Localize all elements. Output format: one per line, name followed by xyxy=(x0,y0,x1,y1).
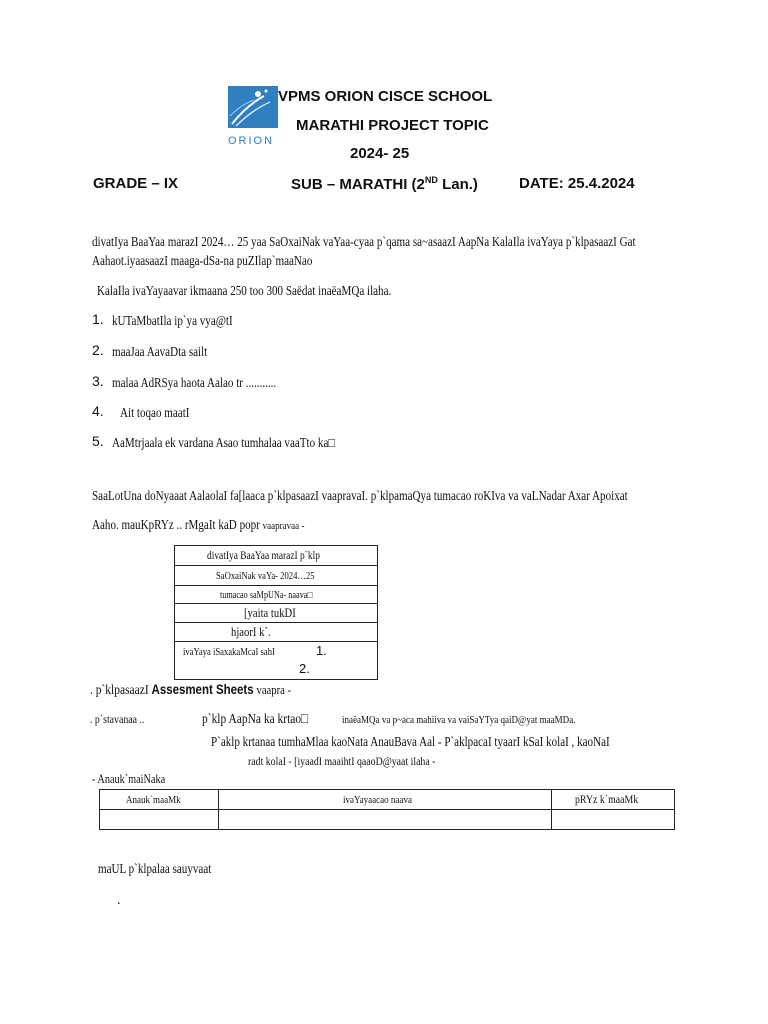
list-item: 5. AaMtrjaala ek vardana Asao tumhalaa vaaTto ka□ xyxy=(92,433,336,450)
column-header: ivaYayaacao naava xyxy=(219,790,552,810)
paragraph-line-2: Aaho. mauKpRYz .. rMgaIt kaD popr vaapravaa - xyxy=(92,517,305,532)
assessment-line: . p`klpasaazI Assesment Sheets vaapra - xyxy=(90,681,292,698)
cover-info-table xyxy=(174,545,378,680)
instruction-line-2: P`aklp krtanaa tumhaMlaa kaoNata AnauBava Aal - P`aklpacaI tyaarI kSaI kolaI , kaoNaI xyxy=(211,734,610,749)
list-item: 1. kUTaMbatIla ip`ya vya@tI xyxy=(92,311,233,328)
school-name: VPMS ORION CISCE SCHOOL xyxy=(278,88,493,105)
instruction-line-3: radt kolaI - [iyaadI maaihtI qaaoD@yaat ilaha - xyxy=(248,754,436,768)
intro-line-1: divatIya BaaYaa marazI 2024… 25 yaa SaOxaiNak vaYaa-cyaa p`qama sa~asaazI AapNa KalaIla ivaYaya p`klpasaazI Gat xyxy=(92,234,636,249)
table-header-row xyxy=(100,790,675,810)
date-label: DATE: 25.4.2024 xyxy=(519,175,635,192)
subject-label: SUB – MARATHI (2ND Lan.) xyxy=(291,175,478,193)
table-row xyxy=(100,810,675,830)
intro-line-3: KalaIla ivaYayaavar ikmaana 250 too 300 Saëdat inaëaMQa ilaha. xyxy=(97,283,392,298)
footer-line: maUL p`klpalaa sauyvaat xyxy=(98,861,212,876)
list-item: 2. maaJaa AavaDta sailt xyxy=(92,342,208,359)
topic-list xyxy=(92,311,336,463)
table-row: ivaYaya iSaxakaMcaI sahI 1. 2. xyxy=(175,642,378,680)
table-row: SaOxaiNak vaYa- 2024…25 xyxy=(175,566,378,586)
instruction-line-1-c: inaëaMQa va p~aca mahiiva va vaiSaYTya qaiD@yat maaMDa. xyxy=(342,714,576,726)
column-header: Anauk`maaMk xyxy=(100,790,219,810)
table-row: [yaita tukDI xyxy=(175,604,378,623)
table-row: divatIya BaaYaa marazI p`klp xyxy=(175,546,378,566)
intro-line-2: Aahaot.iyaasaazI maaga-dSa-na puZIlap`maaNao xyxy=(92,253,313,268)
logo-text: ORION xyxy=(228,135,275,147)
academic-year: 2024- 25 xyxy=(350,145,410,162)
list-item: 4. Ait toqao maatI xyxy=(92,403,190,420)
column-header: pRYz k`maaMk xyxy=(552,790,675,810)
footer-dot: . xyxy=(117,893,121,908)
paragraph-line-1: SaaLotUna doNyaaat AalaolaI fa[laaca p`klpasaazI vaapravaI. p`klpamaQya tumacao roKIva va vaLNadar Axar Apoixat xyxy=(92,488,628,503)
index-table xyxy=(99,789,675,830)
table-cell xyxy=(100,810,219,830)
project-topic-title: MARATHI PROJECT TOPIC xyxy=(296,117,489,134)
table-cell xyxy=(219,810,552,830)
instruction-line-1-a: . p`stavanaa .. xyxy=(90,712,145,726)
table-row: tumacao saMpUNa- naava□ xyxy=(175,586,378,604)
table-row: hjaorI k`. xyxy=(175,623,378,642)
table-cell xyxy=(552,810,675,830)
school-logo xyxy=(224,86,282,152)
index-label: - Anauk`maiNaka xyxy=(92,772,166,786)
list-item: 3. malaa AdRSya haota Aalao tr ........... xyxy=(92,373,277,390)
instruction-line-1-b: p`klp AapNa ka krtao□ xyxy=(202,712,309,727)
grade-label: GRADE – IX xyxy=(93,175,179,192)
